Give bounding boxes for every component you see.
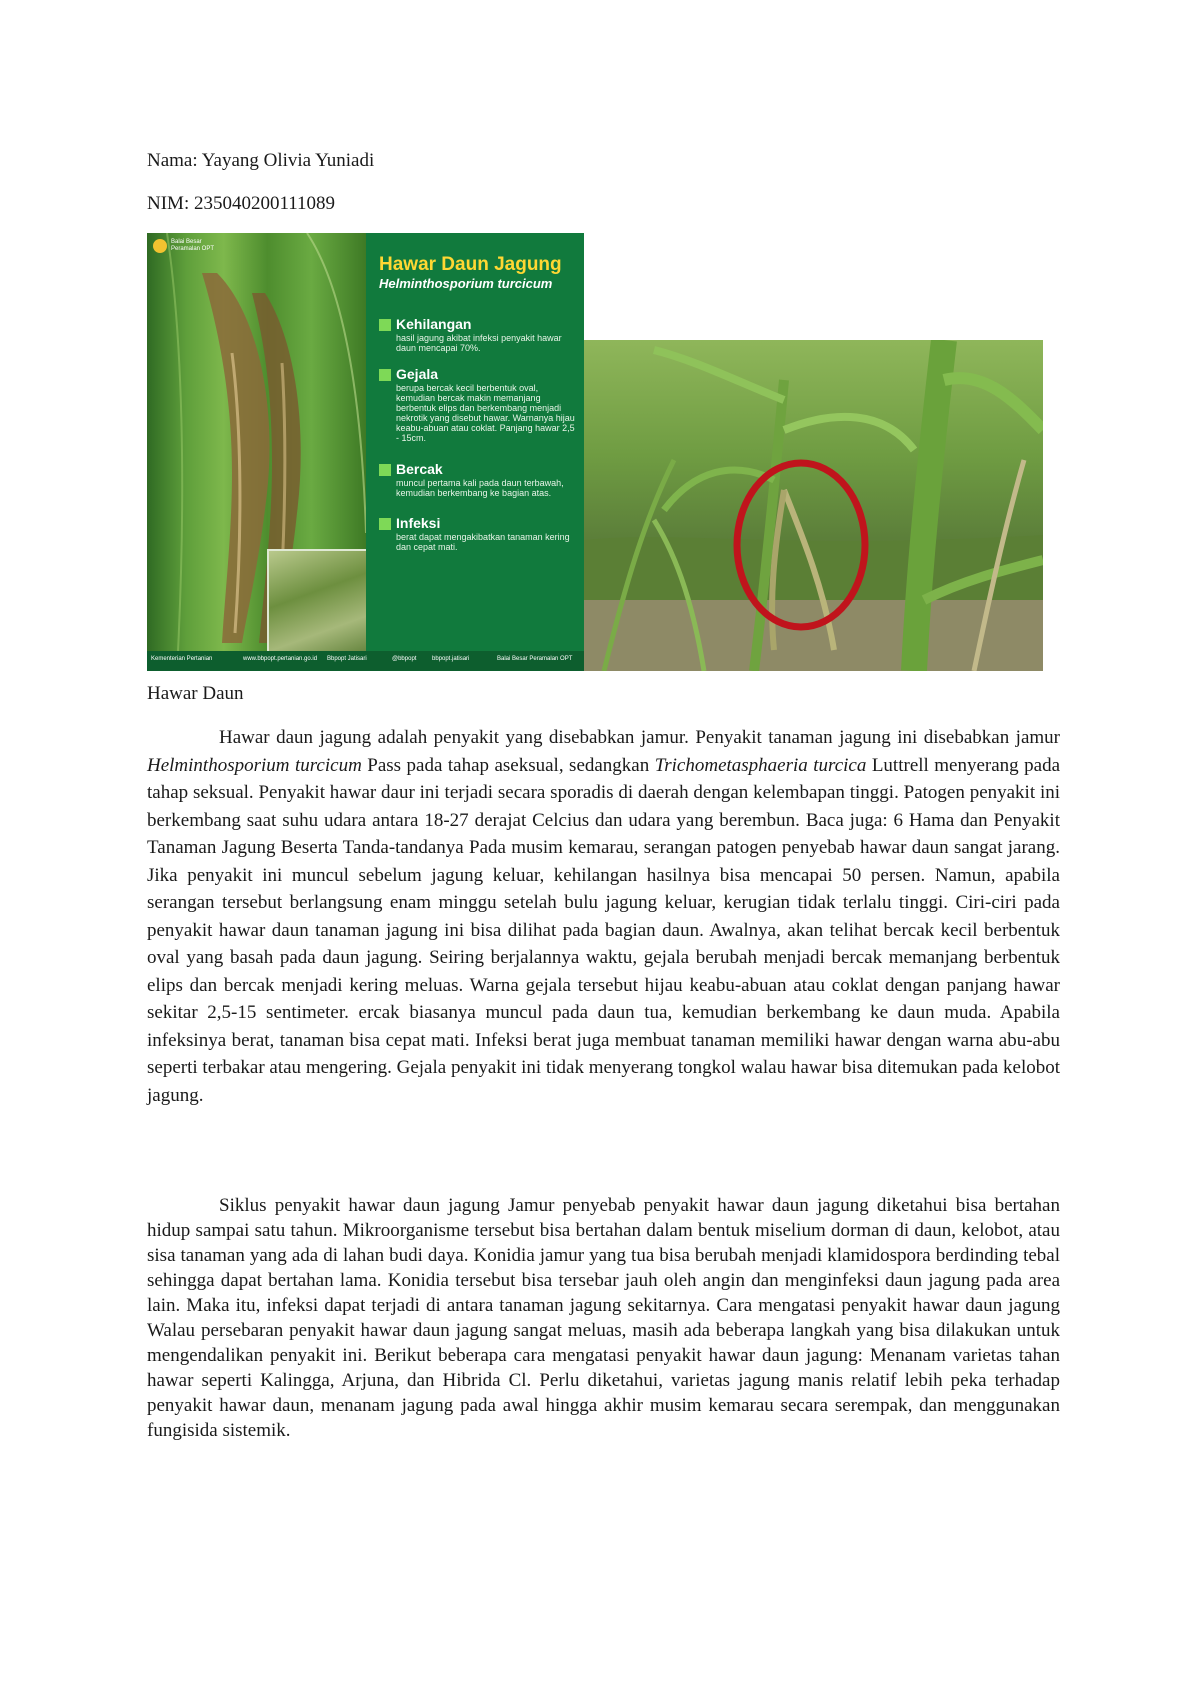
paragraph-text: Pass pada tahap aseksual, sedangkan	[361, 754, 655, 776]
infographic-image	[147, 233, 584, 671]
info-panel	[366, 233, 584, 671]
footer-item: www.bbpopt.pertanian.go.id	[243, 656, 318, 662]
info-item-heading: Kehilangan	[396, 316, 472, 332]
info-item-text: hasil jagung akibat infeksi penyakit hawar daun mencapai 70%.	[396, 333, 562, 353]
footer-item: Bbpopt Jatisari	[327, 656, 367, 662]
info-item-heading: Bercak	[396, 461, 443, 477]
logo-icon	[153, 239, 167, 253]
paragraph-1	[147, 724, 1060, 1109]
infographic-footer	[147, 651, 584, 671]
info-item-text: berat dapat mengakibatkan tanaman kering dan cepat mati.	[396, 532, 570, 552]
info-item-heading: Gejala	[396, 366, 439, 382]
info-item-text: muncul pertama kali pada daun terbawah, kemudian berkembang ke bagian atas.	[396, 478, 564, 498]
species-name-italic: Helminthosporium turcicum	[147, 754, 362, 776]
paragraph-text: Luttrell menyerang pada tahap seksual. Penyakit hawar daur ini terjadi secara sporadis di daerah dengan kelembapan tinggi. Patogen penyakit ini berkembang saat suhu udara antara 18-27 derajat Celcius dan udara yang berembun. Baca juga: 6 Hama dan Penyakit Tanaman Jagung Beserta Tanda-tandanya Pada musim kemarau, serangan patogen penyebab hawar daun sangat jarang. Jika penyakit ini muncul sebelum jagung keluar, kehilangan hasilnya bisa mencapai 50 persen. Namun, apabila serangan tersebut berlangsung enam minggu setelah bulu jagung keluar, kerugian tidak terlalu tinggi. Ciri-ciri pada penyakit hawar daun tanaman jagung ini bisa dilihat pada bagian daun. Awalnya, akan telihat bercak kecil berbentuk oval yang basah pada daun jagung. Seiring berjalannya waktu, gejala berubah menjadi bercak memanjang berbentuk elips dan bercak menjadi kering meluas. Warna gejala tersebut hijau keabu-abuan atau coklat dengan panjang hawar sekitar 2,5-15 sentimeter. ercak biasanya muncul pada daun tua, kemudian berkembang ke daun muda. Apabila infeksinya berat, tanaman bisa cepat mati. Infeksi berat juga membuat tanaman memiliki hawar dengan warna abu-abu seperti terbakar atau mengering. Gejala penyakit ini tidak menyerang tongkol walau hawar bisa ditemukan pada kelobot jagung.	[147, 754, 1061, 1106]
footer-item: Kementerian Pertanian	[151, 656, 213, 662]
student-nim: NIM: 235040200111089	[147, 193, 336, 214]
square-bullet-icon	[379, 319, 391, 331]
square-bullet-icon	[379, 369, 391, 381]
square-bullet-icon	[379, 464, 391, 476]
inset-photo	[267, 549, 369, 661]
square-bullet-icon	[379, 518, 391, 530]
infographic-subtitle: Helminthosporium turcicum	[379, 276, 553, 291]
field-photo	[584, 340, 1043, 671]
footer-item: @bbpopt	[392, 656, 417, 662]
student-name: Nama: Yayang Olivia Yuniadi	[147, 150, 375, 171]
info-item-text: berupa bercak kecil berbentuk oval, kemudian bercak makin memanjang berbentuk elips dan berkembang menjadi nekrotik yang disebut hawar. Warnanya hijau keabu-abuan atau coklat. Panjang hawar 2,5 - 15cm.	[396, 383, 575, 443]
infographic-title: Hawar Daun Jagung	[379, 254, 562, 275]
section-title: Hawar Daun	[147, 683, 244, 704]
paragraph-text: Siklus penyakit hawar daun jagung Jamur penyebab penyakit hawar daun jagung diketahui bisa bertahan hidup sampai satu tahun. Mikroorganisme tersebut bisa bertahan dalam bentuk miselium dorman di daun, kelobot, atau sisa tanaman yang ada di lahan budi daya. Konidia jamur yang tua bisa berubah menjadi klamidospora berdinding tebal sehingga dapat bertahan lama. Konidia tersebut bisa tersebar jauh oleh angin dan menginfeksi daun jagung pada area lain. Maka itu, infeksi dapat terjadi di antara tanaman jagung sekitarnya. Cara mengatasi penyakit hawar daun jagung Walau persebaran penyakit hawar daun jagung sangat meluas, masih ada beberapa langkah yang bisa dilakukan untuk mengendalikan penyakit ini. Berikut beberapa cara mengatasi penyakit hawar daun jagung: Menanam varietas tahan hawar seperti Kalingga, Arjuna, dan Hibrida Cl. Perlu diketahui, varietas jagung manis relatif lebih peka terhadap penyakit hawar daun, menanam jagung pada awal hingga akhir musim kemarau secara serempak, dan menggunakan fungisida sistemik.	[147, 1195, 1060, 1441]
footer-item: Balai Besar Peramalan OPT	[497, 656, 573, 662]
logo-text: Balai Besar Peramalan OPT	[171, 239, 215, 252]
footer-item: bbpopt.jatisari	[432, 656, 470, 662]
species-name-italic: Trichometasphaeria turcica	[654, 754, 867, 776]
paragraph-2	[147, 1193, 1060, 1443]
paragraph-text: Hawar daun jagung adalah penyakit yang disebabkan jamur. Penyakit tanaman jagung ini disebabkan jamur	[219, 727, 1060, 748]
info-item-heading: Infeksi	[396, 515, 441, 531]
